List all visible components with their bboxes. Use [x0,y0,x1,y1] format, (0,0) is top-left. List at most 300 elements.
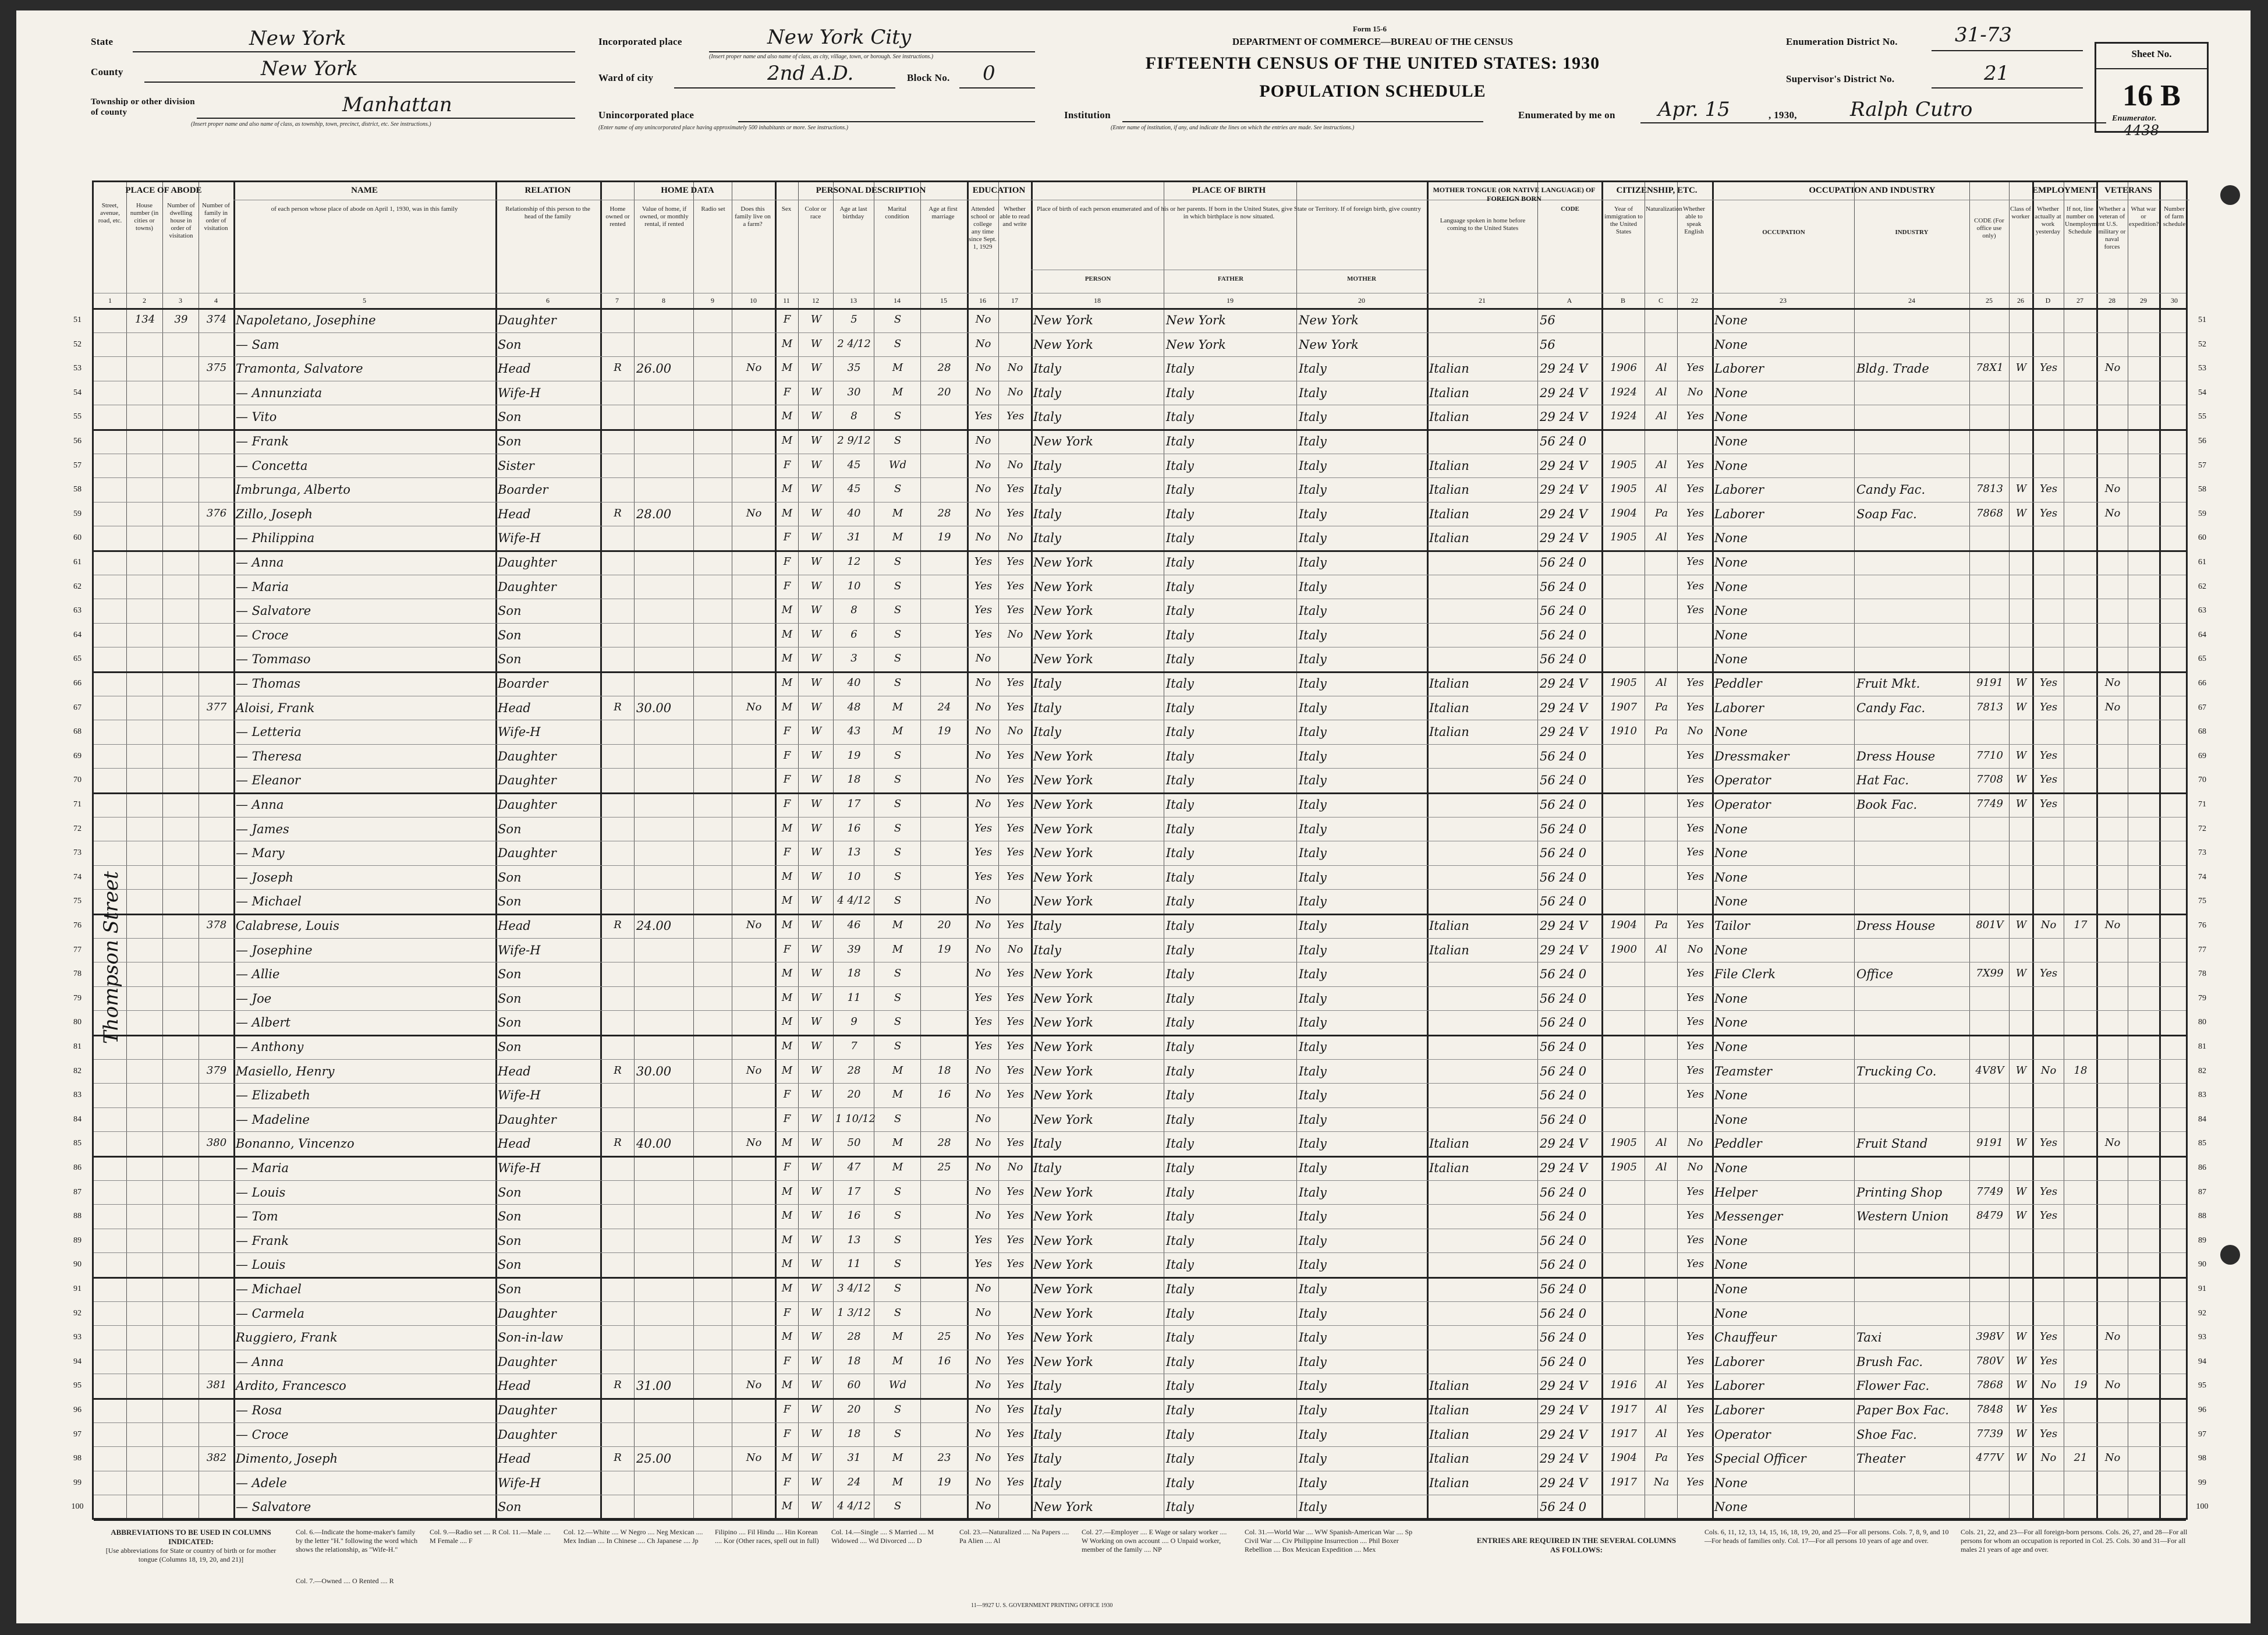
cell-industry: Western Union [1856,1209,1949,1224]
cell-read: Yes [1006,1452,1025,1464]
cell-english: Yes [1686,1088,1704,1101]
census-sheet [16,10,2251,1623]
cell-school: No [975,1403,991,1415]
cell-naturalization: Al [1656,943,1667,955]
cell-language: Italian [1429,943,1469,957]
head-industry: INDUSTRY [1895,229,1929,236]
cell-mother: Italy [1299,1379,1327,1393]
cell-line-right: 63 [2198,606,2206,615]
cell-occupation: Operator [1714,798,1771,812]
cell-english: Yes [1686,1427,1704,1440]
cell-name: — Sam [236,337,279,352]
cell-race: W [810,773,822,786]
cell-mother: Italy [1299,1088,1327,1103]
cell-relation: Daughter [498,773,557,788]
cell-birth: Italy [1033,483,1061,497]
enum-district-label: Enumeration District No. [1786,36,1898,47]
cell-sex: F [783,798,791,810]
cell-name: — Thomas [236,677,301,691]
cell-industry: Trucking Co. [1856,1064,1937,1078]
corner-number: 4438 [2124,122,2160,139]
block-underline [959,87,1035,89]
head-at-work: Whether actually at work yesterday [2035,206,2061,235]
cell-occupation: None [1714,604,1748,618]
cell-line-right: 64 [2198,630,2206,639]
cell-english: Yes [1686,579,1704,592]
cell-name: — James [236,822,289,836]
cell-birth: Italy [1033,507,1061,521]
column-rule [2032,182,2034,1518]
cell-english: Yes [1686,362,1704,374]
cell-industry: Flower Fac. [1856,1379,1930,1393]
cell-line-right: 69 [2198,751,2206,760]
cell-marital: S [894,967,902,980]
cell-name: Masiello, Henry [236,1064,335,1078]
head-sex: Sex [781,206,792,213]
row-rule [94,1325,2186,1326]
cell-name: Napoletano, Josephine [236,313,376,327]
cell-at-work: Yes [2039,967,2058,980]
cell-sex: M [781,604,793,617]
cell-at-work: Yes [2039,773,2058,786]
cell-mother: Italy [1299,410,1327,424]
row-rule [94,792,2186,794]
column-number: 16 [979,296,986,305]
cell-code-office: 7868 [1976,1379,2003,1392]
cell-age: 8 [850,410,857,423]
cell-english: Yes [1686,1040,1704,1052]
supervisor-underline [1932,87,2083,89]
cell-name: — Louis [236,1185,286,1199]
cell-age-marriage: 19 [937,725,951,738]
cell-line-right: 75 [2198,897,2206,906]
cell-age: 48 [847,700,861,713]
head-marital: Marital condition [885,206,909,220]
cell-code: 56 24 0 [1540,991,1587,1006]
cell-marital: S [894,1403,902,1415]
cell-age-marriage: 16 [937,1088,951,1101]
cell-farm: No [746,507,762,519]
cell-race: W [810,700,822,713]
head-value: Value of home, if owned, or monthly rental, if rented [640,206,689,228]
cell-relation: Head [498,1064,531,1078]
cell-worker-class: W [2015,1330,2027,1343]
cell-industry: Shoe Fac. [1856,1427,1917,1442]
cell-naturalization: Pa [1654,700,1668,713]
cell-line: 73 [73,848,81,858]
cell-industry: Soap Fac. [1856,507,1917,521]
cell-age: 2 9/12 [837,434,871,447]
state-underline [133,51,575,52]
cell-line-right: 74 [2198,872,2206,882]
cell-relation: Son [498,822,522,836]
cell-relation: Head [498,919,531,933]
cell-age-marriage: 16 [937,1354,951,1367]
cell-language: Italian [1429,1137,1469,1151]
cell-code: 56 [1540,313,1555,327]
cell-english: Yes [1686,410,1704,423]
cell-age: 17 [847,798,861,810]
row-rule [94,1277,2186,1279]
cell-mother: Italy [1299,1040,1327,1054]
cell-veteran: No [2104,700,2121,713]
cell-value: 25.00 [636,1452,672,1466]
row-rule [94,550,2186,552]
cell-sex: F [783,579,791,592]
cell-worker-class: W [2015,1064,2027,1077]
cell-name: Imbrunga, Alberto [236,483,350,497]
cell-language: Italian [1429,531,1469,546]
footer-abbrev-block [104,1528,278,1564]
cell-birth: New York [1033,313,1093,327]
cell-sex: M [781,1282,793,1294]
footer-entries-left: Cols. 6, 11, 12, 13, 14, 15, 16, 18, 19, 20, and 25—For all persons. Cols. 7, 8, 9, and 10—For heads of families only. Col. 17—For all persons 10 years of age and over. [1704,1528,1949,1545]
cell-mother: Italy [1299,1354,1327,1369]
cell-line: 92 [73,1308,81,1318]
cell-sex: F [783,458,791,471]
cell-line: 74 [73,872,81,882]
cell-race: W [810,385,822,398]
head-war: What war or expedition? [2129,206,2159,228]
state-value: New York [249,27,346,50]
cell-sex: F [783,555,791,568]
cell-race: W [810,1354,822,1367]
cell-worker-class: W [2015,967,2027,980]
row-rule [94,356,2186,357]
cell-father: Italy [1166,604,1194,618]
cell-sex: M [781,991,793,1004]
cell-language: Italian [1429,1161,1469,1175]
cell-race: W [810,1330,822,1343]
cell-line-right: 76 [2198,921,2206,930]
cell-english: No [1687,725,1703,738]
cell-naturalization: Al [1656,483,1667,496]
cell-relation: Daughter [498,798,557,812]
head-unemployment: If not, line number on Unemployment Schedule [2065,206,2105,235]
cell-read: Yes [1006,991,1025,1004]
cell-read: Yes [1006,1064,1025,1077]
head-farm: Does this family live on a farm? [735,206,771,228]
cell-read: Yes [1006,773,1025,786]
cell-race: W [810,1306,822,1319]
cell-worker-class: W [2015,919,2027,931]
cell-read: No [1007,628,1023,640]
cell-relation: Son [498,967,522,982]
cell-worker-class: W [2015,700,2027,713]
cell-code: 56 24 0 [1540,1209,1587,1224]
cell-immigration: 1910 [1610,725,1637,738]
cell-birth: New York [1033,1112,1093,1127]
cell-mother: Italy [1299,579,1327,594]
cell-race: W [810,846,822,859]
cell-line: 65 [73,654,81,664]
cell-father: Italy [1166,967,1194,982]
cell-occupation: Laborer [1714,1354,1764,1369]
cell-birth: New York [1033,1064,1093,1078]
row-rule [94,817,2186,818]
cell-line: 66 [73,679,81,688]
cell-worker-class: W [2015,483,2027,496]
cell-immigration: 1904 [1610,919,1637,931]
cell-marital: S [894,870,902,883]
row-rule [94,889,2186,890]
cell-marital: M [892,700,903,713]
cell-sex: M [781,919,793,931]
cell-line-right: 92 [2198,1308,2206,1318]
row-rule [94,1519,2186,1521]
cell-line-right: 81 [2198,1042,2206,1051]
cell-code: 56 24 0 [1540,967,1587,982]
cell-race: W [810,458,822,471]
cell-name: — Tom [236,1209,278,1224]
cell-mother: Italy [1299,1282,1327,1296]
cell-school: No [975,1475,991,1488]
cell-code: 56 24 0 [1540,773,1587,788]
cell-relation: Son-in-law [498,1330,564,1345]
cell-read: Yes [1006,1209,1025,1222]
cell-code: 56 24 0 [1540,1354,1587,1369]
cell-age: 1 10/12 [835,1112,876,1125]
cell-farm: No [746,1452,762,1464]
cell-code: 56 24 0 [1540,870,1587,884]
column-number: C [1658,296,1663,305]
cell-read: Yes [1006,1040,1025,1052]
cell-birth: New York [1033,773,1093,788]
county-underline [144,82,575,83]
block-label: Block No. [907,72,950,83]
cell-marital: S [894,1185,902,1198]
cell-farm: No [746,362,762,374]
cell-mother: Italy [1299,434,1327,448]
cell-relation: Son [498,604,522,618]
column-number: 21 [1479,296,1486,305]
cell-occupation: Chauffeur [1714,1330,1777,1345]
cell-line: 88 [73,1212,81,1221]
cell-worker-class: W [2015,507,2027,519]
cell-father: Italy [1166,579,1194,594]
cell-name: — Albert [236,1015,290,1030]
cell-occupation: None [1714,531,1748,546]
cell-father: Italy [1166,1379,1194,1393]
cell-school: Yes [974,604,993,617]
cell-father: Italy [1166,362,1194,376]
cell-code: 29 24 V [1540,483,1587,497]
cell-english: Yes [1686,458,1704,471]
cell-father: Italy [1166,749,1194,763]
cell-age: 10 [847,579,861,592]
cell-naturalization: Al [1656,1379,1667,1392]
group-occupation: OCCUPATION AND INDUSTRY [1809,186,1936,195]
row-rule [94,1059,2186,1060]
cell-birth: New York [1033,1282,1093,1296]
cell-race: W [810,652,822,665]
group-veterans: VETERANS [2104,186,2152,195]
cell-birth: Italy [1033,943,1061,957]
cell-relation: Son [498,434,522,448]
cell-code-office: 9191 [1976,1137,2003,1149]
cell-english: Yes [1686,967,1704,980]
cell-name: — Salvatore [236,1500,311,1514]
cell-line-right: 56 [2198,437,2206,445]
cell-code: 56 24 0 [1540,749,1587,763]
cell-line: 68 [73,727,81,737]
header-rule [94,308,2186,310]
cell-read: Yes [1006,1258,1025,1271]
cell-father: Italy [1166,1452,1194,1466]
cell-read: Yes [1006,749,1025,762]
cell-language: Italian [1429,1452,1469,1466]
cell-line-right: 98 [2198,1454,2206,1463]
cell-school: No [975,1354,991,1367]
department-title: DEPARTMENT OF COMMERCE—BUREAU OF THE CENSUS [1232,36,1514,47]
cell-sex: F [783,1306,791,1319]
cell-naturalization: Pa [1654,725,1668,738]
cell-relation: Wife-H [498,385,541,400]
cell-mother: Italy [1299,1161,1327,1175]
cell-birth: New York [1033,1015,1093,1030]
cell-school: Yes [974,846,993,859]
cell-race: W [810,1088,822,1101]
cell-line: 90 [73,1260,81,1269]
group-birth: PLACE OF BIRTH [1192,186,1266,195]
cell-industry: Paper Box Fac. [1856,1403,1949,1417]
cell-age-marriage: 20 [937,385,951,398]
cell-immigration: 1924 [1610,385,1637,398]
cell-code: 29 24 V [1540,1161,1587,1175]
incorporated-underline [709,51,1035,52]
cell-age: 20 [847,1088,861,1101]
cell-birth: New York [1033,1233,1093,1248]
cell-occupation: None [1714,1500,1748,1514]
cell-name: — Letteria [236,725,302,739]
cell-line-right: 53 [2198,364,2206,373]
cell-code: 56 24 0 [1540,1064,1587,1078]
cell-code: 56 24 0 [1540,1040,1587,1054]
cell-relation: Son [498,894,522,909]
cell-school: Yes [974,870,993,883]
sheet-value: 16 B [2122,79,2181,112]
cell-code: 56 [1540,337,1555,352]
cell-language: Italian [1429,458,1469,473]
cell-unemployment: 18 [2074,1064,2088,1077]
cell-name: — Madeline [236,1112,310,1127]
cell-father: Italy [1166,1306,1194,1321]
cell-relation: Daughter [498,1354,557,1369]
cell-school: No [975,1088,991,1101]
cell-sex: M [781,822,793,834]
cell-name: — Vito [236,410,277,424]
cell-race: W [810,410,822,423]
cell-code: 29 24 V [1540,943,1587,957]
cell-relation: Head [498,362,531,376]
cell-read: Yes [1006,1427,1025,1440]
unincorporated-label: Unincorporated place [598,109,694,121]
head-code: CODE [1561,206,1579,213]
enum-district-underline [1932,50,2083,51]
cell-english: Yes [1686,870,1704,883]
column-number: 27 [2076,296,2083,305]
cell-occupation: Laborer [1714,1403,1764,1417]
cell-read: Yes [1006,483,1025,496]
cell-school: Yes [974,1040,993,1052]
cell-mother: Italy [1299,1185,1327,1199]
column-number: 19 [1227,296,1234,305]
cell-birth: New York [1033,1500,1093,1514]
cell-race: W [810,677,822,689]
cell-age: 43 [847,725,861,738]
cell-line: 77 [73,945,81,954]
cell-school: No [975,385,991,398]
cell-marital: Wd [888,458,907,471]
cell-unemployment: 17 [2074,919,2088,931]
cell-family: 380 [206,1137,227,1149]
cell-line: 67 [73,703,81,712]
cell-farm: No [746,919,762,931]
cell-naturalization: Pa [1654,507,1668,519]
group-abode: PLACE OF ABODE [125,186,202,195]
cell-sex: M [781,894,793,907]
row-rule [94,429,2186,431]
cell-naturalization: Al [1656,385,1667,398]
cell-line: 78 [73,969,81,979]
cell-age: 39 [847,943,861,955]
cell-at-work: No [2040,1064,2057,1077]
cell-occupation: None [1714,870,1748,884]
cell-code: 29 24 V [1540,531,1587,546]
cell-school: No [975,749,991,762]
head-street: Street, avenue, road, etc. [98,202,122,224]
cell-race: W [810,531,822,544]
row-rule [94,623,2186,624]
cell-marital: S [894,991,902,1004]
cell-sex: M [781,1185,793,1198]
cell-age: 11 [847,1258,861,1271]
cell-marital: S [894,434,902,447]
cell-marital: M [892,1354,903,1367]
cell-father: Italy [1166,1330,1194,1345]
cell-marital: S [894,313,902,325]
column-number: 26 [2017,296,2024,305]
row-rule [94,671,2186,673]
form-number: Form 15-6 [1352,24,1387,33]
cell-race: W [810,1040,822,1052]
cell-father: Italy [1166,1064,1194,1078]
cell-sex: M [781,362,793,374]
cell-name: — Elizabeth [236,1088,310,1103]
cell-marital: M [892,1161,903,1173]
cell-line-right: 99 [2198,1478,2206,1487]
cell-worker-class: W [2015,798,2027,810]
cell-code-office: 7X99 [1976,967,2004,980]
institution-label: Institution [1064,109,1111,121]
township-note: (Insert proper name and also name of class, as township, town, precinct, district, etc. See instructions.) [191,121,431,128]
cell-owned: R [614,1379,622,1392]
enum-district-value: 31-73 [1955,23,2012,47]
institution-note: (Enter name of institution, if any, and indicate the lines on which the entries are made. See instructions.) [1111,125,1355,131]
cell-father: New York [1166,337,1226,352]
cell-english: Yes [1686,1330,1704,1343]
head-dwelling: Number of dwelling house in order of visitation [167,202,195,239]
cell-birth: New York [1033,991,1093,1006]
cell-age-marriage: 25 [937,1330,951,1343]
cell-line-right: 78 [2198,969,2206,979]
cell-family: 382 [206,1452,227,1464]
cell-english: Yes [1686,1209,1704,1222]
cell-name: — Josephine [236,943,313,957]
cell-read: Yes [1006,1233,1025,1246]
cell-industry: Fruit Mkt. [1856,677,1920,691]
cell-age: 18 [847,773,861,786]
